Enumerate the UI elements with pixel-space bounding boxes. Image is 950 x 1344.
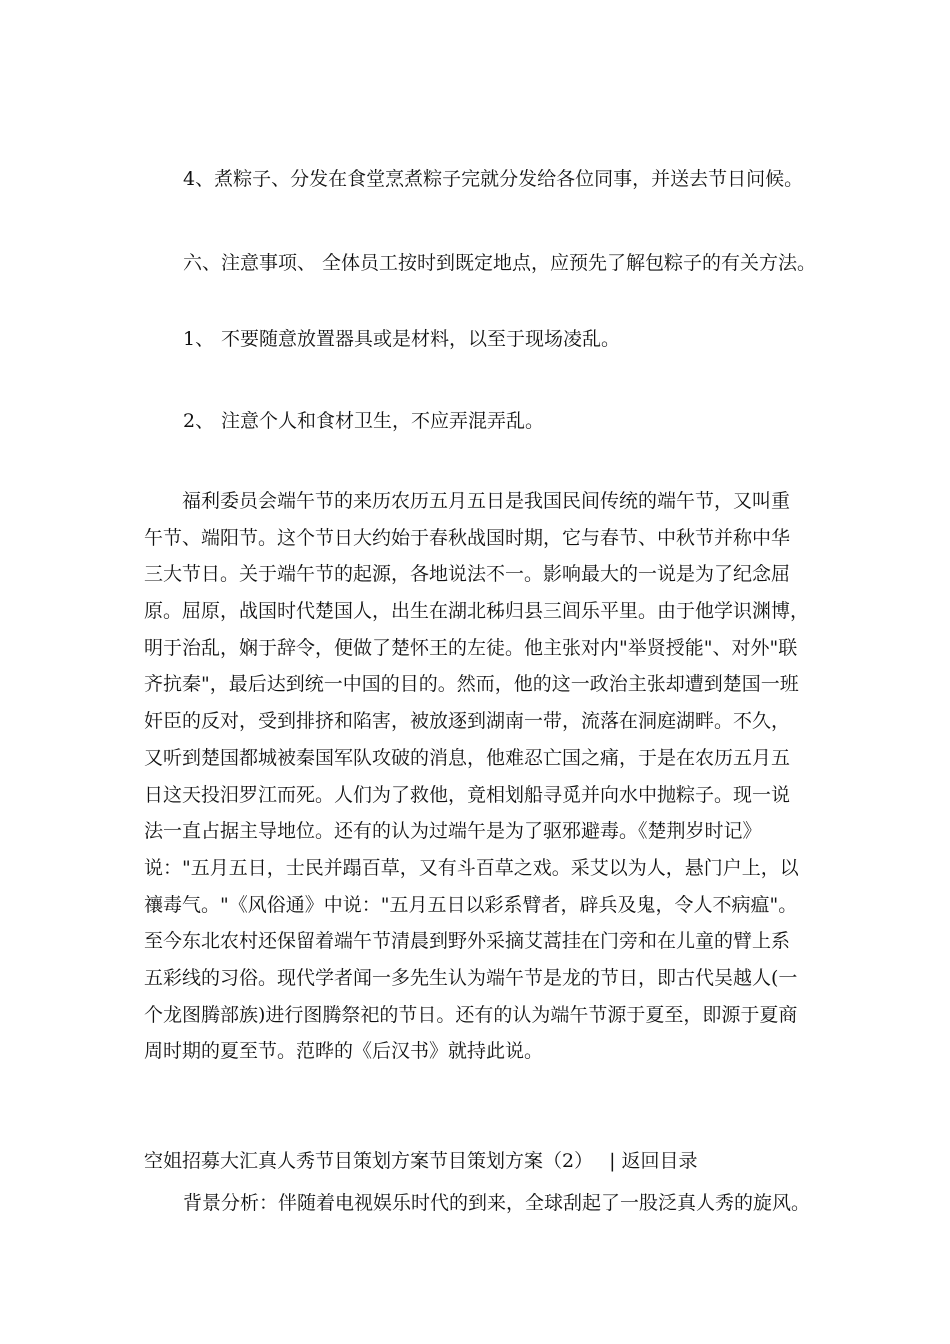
heading-separator: |	[609, 1150, 616, 1172]
note-number: 1、	[183, 328, 215, 350]
paragraph-line: 五彩线的习俗。现代学者闻一多先生认为端午节是龙的节日，即古代吴越人(一	[144, 966, 798, 989]
paragraph-line: 日这天投汨罗江而死。人们为了救他，竟相划船寻觅并向水中抛粽子。现一说	[144, 783, 791, 806]
section-title: 空姐招募大汇真人秀节目策划方案节目策划方案（2）	[144, 1150, 594, 1172]
note-item-1	[183, 326, 620, 352]
section-heading	[144, 1148, 698, 1174]
paragraph-line: 又听到楚国都城被秦国军队攻破的消息，他难忍亡国之痛，于是在农历五月五	[144, 746, 791, 769]
paragraph-line: 福利委员会端午节的来历农历五月五日是我国民间传统的端午节，又叫重	[182, 490, 791, 512]
paragraph-line: 三大节日。关于端午节的起源，各地说法不一。影响最大的一说是为了纪念屈	[144, 563, 791, 586]
paragraph-line: 奸臣的反对，受到排挤和陷害，被放逐到湖南一带，流落在洞庭湖畔。不久，	[144, 710, 791, 733]
note-number: 2、	[183, 410, 215, 432]
paragraph-line: 至今东北农村还保留着端午节清晨到野外采摘艾蒿挂在门旁和在儿童的臂上系	[144, 930, 791, 953]
paragraph-line: 个龙图腾部族)进行图腾祭祀的节日。还有的认为端午节源于夏至，即源于夏商	[144, 1003, 798, 1026]
step-4-line: 4、煮粽子、分发在食堂烹煮粽子完就分发给各位同事，并送去节日问候。	[183, 168, 804, 190]
paragraph-line: 午节、端阳节。这个节日大约始于春秋战国时期，它与春节、中秋节并称中华	[144, 526, 791, 549]
background-analysis-line: 背景分析：伴随着电视娱乐时代的到来，全球刮起了一股泛真人秀的旋风。	[183, 1192, 811, 1214]
section-6-line: 六、注意事项、 全体员工按时到既定地点，应预先了解包粽子的有关方法。	[183, 252, 817, 274]
dragon-boat-paragraph	[144, 488, 814, 1075]
note-item-2	[183, 408, 544, 434]
paragraph-line: 原。屈原，战国时代楚国人，出生在湖北秭归县三闾乐平里。由于他学识渊博，	[144, 600, 810, 623]
note-text: 注意个人和食材卫生，不应弄混弄乱。	[221, 410, 545, 432]
paragraph-line: 法一直占据主导地位。还有的认为过端午是为了驱邪避毒。《楚荆岁时记》	[144, 820, 762, 843]
paragraph-line: 周时期的夏至节。范晔的《后汉书》就持此说。	[144, 1040, 544, 1063]
paragraph-line: 禳毒气。"《风俗通》中说："五月五日以彩系臂者，辟兵及鬼，令人不病瘟"。	[144, 893, 798, 916]
paragraph-line: 明于治乱，娴于辞令，便做了楚怀王的左徒。他主张对内"举贤授能"、对外"联	[144, 636, 798, 659]
paragraph-line: 齐抗秦"，最后达到统一中国的目的。然而，他的这一政治主张却遭到楚国一班	[144, 673, 799, 696]
note-text: 不要随意放置器具或是材料，以至于现场凌乱。	[221, 328, 621, 350]
paragraph-line: 说："五月五日，士民并蹋百草，又有斗百草之戏。采艾以为人，悬门户上，以	[144, 856, 799, 879]
back-to-toc-link[interactable]: 返回目录	[621, 1150, 698, 1172]
